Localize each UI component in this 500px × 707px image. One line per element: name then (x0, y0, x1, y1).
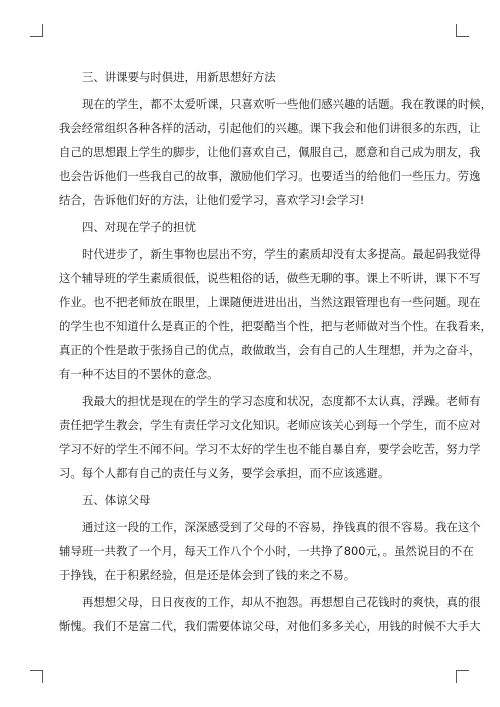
paragraph-line: 于挣钱，在于积累经验，但是还是体会到了钱的来之不易。 (59, 568, 356, 582)
paragraph-line: 时代进步了，新生事物也层出不穷，学生的素质却没有太多提高。最起码我觉得 (82, 247, 481, 261)
paragraph-line: 结合，告诉他们好的方法，让他们爱学习，喜欢学习!会学习! (59, 193, 365, 207)
document-body (59, 65, 493, 638)
paragraph-line: 责任把学生教会，学生有责任学习文化知识。老师应该关心到每一个学生，而不应对 (59, 418, 481, 432)
paragraph-line: 我会经常组织各种各样的活动，引起他们的兴趣。课下我会和他们讲很多的东西，让 (59, 121, 481, 135)
crop-mark-top-right (456, 24, 469, 37)
heading-text: 四、对现在学子的担忧 (82, 220, 196, 234)
paragraph-line: 真正的个性是敢于张扬自己的优点，敢做敢当，会有自己的人生理想，并为之奋斗， (59, 343, 481, 357)
heading-text: 五、体谅父母 (82, 493, 151, 507)
paragraph (59, 389, 481, 485)
crop-mark-bottom-left (30, 670, 43, 683)
paragraph-line: 这个辅导班的学生素质很低，说些粗俗的话，做些无聊的事。课上不听讲，课下不写 (59, 271, 481, 285)
paragraph-line: 辅导班一共教了一个月，每天工作八个个小时，一共挣了800元，。虽然说目的不在 (59, 544, 474, 558)
paragraph-line: 习。每个人都有自己的责任与义务，要学会承担，而不应该逃避。 (59, 466, 390, 480)
paragraph (59, 590, 481, 638)
section-heading (59, 65, 445, 89)
paragraph-line: 再想想父母，日日夜夜的工作，却从不抱怨。再想想自己花钱时的爽快，真的很 (82, 595, 481, 609)
paragraph-line: 我最大的担忧是现在的学生的学习态度和状况，态度都不太认真，浮躁。老师有 (82, 394, 481, 408)
paragraph-line: 的学生也不知道什么是真正的个性，把耍酷当个性，把与老师做对当个性。在我看来， (59, 319, 492, 333)
section-heading (59, 215, 445, 239)
paragraph-line: 自己的思想跟上学生的脚步，让他们喜欢自己，佩服自己，愿意和自己成为朋友，我 (59, 145, 481, 159)
paragraph-line: 也会告诉他们一些我自己的故事，激励他们学习。也要适当的给他们一些压力。劳逸 (59, 169, 481, 183)
paragraph-line: 学习不好的学生不闻不问。学习不太好的学生也不能自暴自弃，要学会吃苦，努力学 (59, 442, 481, 456)
paragraph-line: 有一种不达目的不罢休的意念。 (59, 367, 219, 381)
paragraph-line: 作业。也不把老师放在眼里，上课随便进进出出，当然这跟管理也有一些问题。现在 (59, 295, 481, 309)
paragraph (59, 92, 493, 212)
paragraph (59, 242, 492, 386)
paragraph (59, 515, 481, 587)
paragraph-line: 通过这一段的工作，深深感受到了父母的不容易，挣钱真的很不容易。我在这个 (82, 520, 481, 534)
paragraph-line: 现在的学生，都不太爱听课，只喜欢听一些他们感兴趣的话题。我在教课的时候， (82, 97, 493, 111)
crop-mark-bottom-right (456, 670, 469, 683)
crop-mark-top-left (30, 24, 43, 37)
paragraph-line: 惭愧。我们不是富二代，我们需要体谅父母，对他们多多关心，用钱的时候不大手大 (59, 619, 481, 633)
heading-text: 三、讲课要与时俱进，用新思想好方法 (82, 70, 276, 84)
section-heading (59, 488, 445, 512)
